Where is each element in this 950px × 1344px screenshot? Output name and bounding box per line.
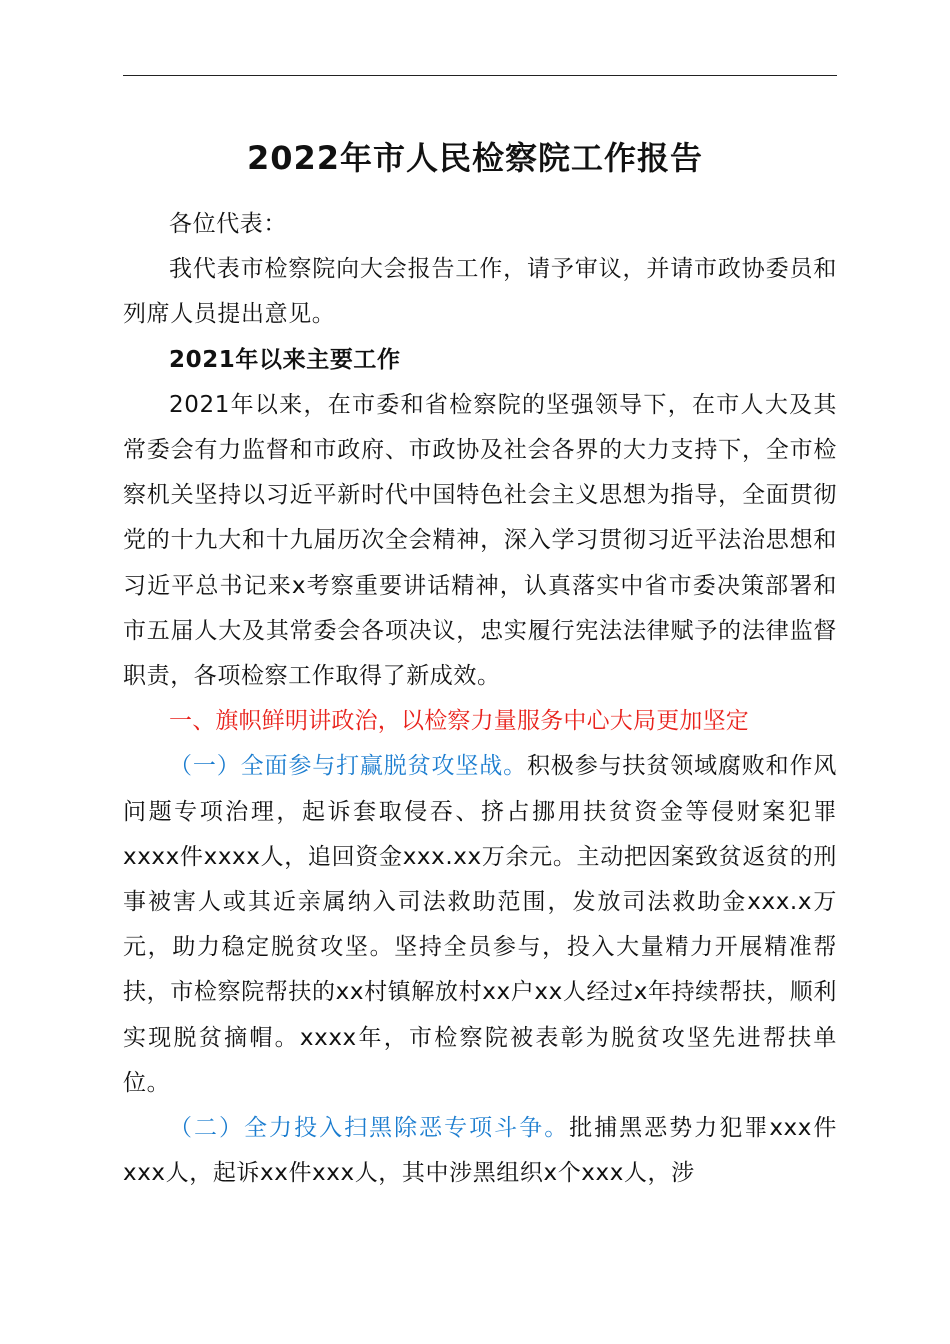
subsection-two-text: 批捕黑恶势力犯罪xxx件xxx人，起诉xx件xxx人，其中涉黑组织x个xxx人，涉 — [123, 1115, 837, 1187]
salutation: 各位代表： — [169, 211, 287, 237]
subsection-two — [123, 1106, 837, 1196]
intro-paragraph: 我代表市检察院向大会报告工作，请予审议，并请市政协委员和列席人员提出意见。 — [123, 256, 837, 328]
subsection-one-text: 积极参与扶贫领域腐败和作风问题专项治理，起诉套取侵吞、挤占挪用扶贫资金等侵财案犯罪xxxx件xxxx人，追回资金xxx.xx万余元。主动把因案致贫返贫的刑事被害人或其近亲属纳入司法救助范围，发放司法救助金xxx.x万元，助力稳定脱贫攻坚。坚持全员参与，投入大量精力开展精准帮扶，市检察院帮扶的xx村镇解放村xx户xx人经过x年持续帮扶，顺利实现脱贫摘帽。xxxx年，市检察院被表彰为脱贫攻坚先进帮扶单位。 — [123, 753, 837, 1096]
subsection-one — [123, 744, 837, 1106]
document-body — [123, 202, 837, 1196]
overview-paragraph: 2021年以来，在市委和省检察院的坚强领导下，在市人大及其常委会有力监督和市政府、市政协及社会各界的大力支持下，全市检察机关坚持以习近平新时代中国特色社会主义思想为指导，全面贯彻党的十九大和十九届历次全会精神，深入学习贯彻习近平法治思想和习近平总书记来x考察重要讲话精神，认真落实中省市委决策部署和市五届人大及其常委会各项决议，忠实履行宪法法律赋予的法律监督职责，各项检察工作取得了新成效。 — [123, 391, 837, 690]
header-rule — [123, 75, 837, 76]
subsection-two-heading: （二）全力投入扫黑除恶专项斗争。 — [169, 1115, 570, 1142]
document-title: 2022年市人民检察院工作报告 — [246, 139, 704, 177]
subsection-one-heading: （一）全面参与打赢脱贫攻坚战。 — [169, 753, 527, 780]
part-one-heading: 一、旗帜鲜明讲政治，以检察力量服务中心大局更加坚定 — [169, 708, 749, 735]
section-heading: 2021年以来主要工作 — [169, 346, 401, 373]
